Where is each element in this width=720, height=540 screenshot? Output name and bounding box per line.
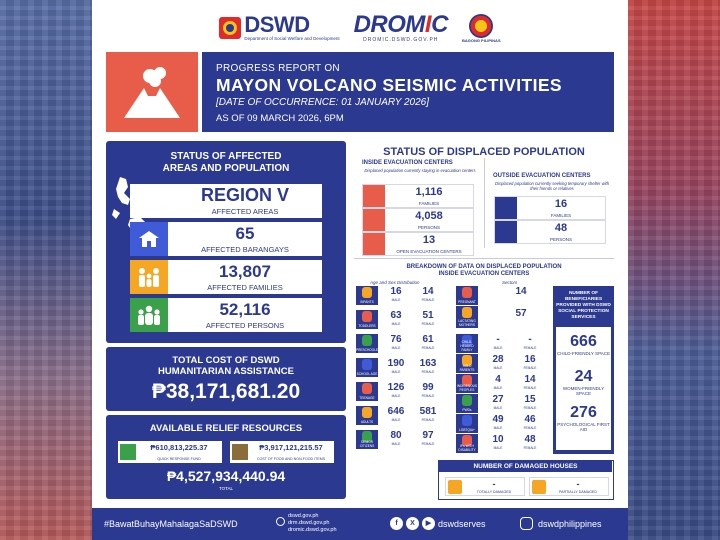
child-friendly-space-label: CHILD-FRIENDLY SPACE xyxy=(556,351,610,356)
breakdown-title-line1: BREAKDOWN OF DATA ON DISPLACED POPULATION xyxy=(406,264,562,270)
sector-row xyxy=(456,354,550,373)
female-count: 99 xyxy=(422,382,434,393)
female-label: FEMALE xyxy=(523,386,537,390)
age-group-badge xyxy=(356,286,378,305)
food-nonfood-items xyxy=(230,441,334,463)
women-friendly-space-label: WOMEN-FRIENDLY SPACE xyxy=(562,386,605,396)
inside-ec-heading: INSIDE EVACUATION CENTERS xyxy=(362,160,453,166)
dswd-emblem-icon xyxy=(219,17,241,39)
female-count: 97 xyxy=(422,430,434,441)
qrf-value: ₱610,813,225.37 xyxy=(150,443,208,452)
age-sex-subheading: Age and Sex Distribution xyxy=(370,280,420,285)
age-row xyxy=(356,310,452,329)
damaged-house-icon xyxy=(448,480,462,494)
age-group-badge xyxy=(356,406,378,425)
outside-families-value: 16 xyxy=(554,198,568,210)
sector-badge xyxy=(456,334,478,353)
female-count: 46 xyxy=(524,414,536,425)
family-icon xyxy=(130,260,168,294)
sector-label: SOLO PARENTS xyxy=(459,364,475,372)
lactating-label: LACTATING MOTHERS xyxy=(458,319,476,327)
psychological-first-aid-label: PSYCHOLOGICAL FIRST AID xyxy=(557,422,610,432)
female-label: FEMALE xyxy=(523,446,537,450)
cost-title-line1: TOTAL COST OF DSWD xyxy=(172,355,280,366)
child-friendly-space-value: 666 xyxy=(570,333,597,350)
male-count: 63 xyxy=(390,310,402,321)
female-label: FEMALE xyxy=(421,322,435,326)
male-label: MALE xyxy=(493,406,503,410)
sector-row xyxy=(456,434,550,453)
outside-families-stat xyxy=(494,196,606,220)
affected-families-value: 13,807 xyxy=(219,262,271,281)
male-label: MALE xyxy=(391,370,401,374)
male-label: MALE xyxy=(391,346,401,350)
female-count: 16 xyxy=(524,354,536,365)
age-group-icon xyxy=(362,287,372,298)
male-label: MALE xyxy=(391,394,401,398)
affected-persons-value: 52,116 xyxy=(219,300,271,319)
total-cost-panel xyxy=(106,347,346,411)
outside-persons-stat xyxy=(494,220,606,244)
sector-label: IPs WITH DISABILITY xyxy=(458,444,476,452)
male-count: 190 xyxy=(387,358,405,369)
female-count: 581 xyxy=(419,406,437,417)
inside-persons-label: PERSONS xyxy=(417,225,440,230)
sector-row xyxy=(456,374,550,393)
background-right xyxy=(628,0,720,540)
bagong-pilipinas-seal-icon xyxy=(469,14,493,38)
page-title: MAYON VOLCANO SEISMIC ACTIVITIES xyxy=(216,75,562,95)
age-row xyxy=(356,286,452,305)
totally-damaged xyxy=(445,477,525,496)
beneficiaries-title: NUMBER OF BENEFICIARIES PROVIDED WITH DSWD SOCIAL PROTECTION SERVICES xyxy=(556,291,611,320)
title-box xyxy=(202,52,614,132)
qrf-label: QUICK RESPONSE FUND xyxy=(157,457,201,461)
inside-persons-value: 4,058 xyxy=(415,210,443,222)
relief-total-label: TOTAL xyxy=(218,486,234,491)
age-group-badge xyxy=(356,430,378,449)
age-group-label: ADULTS xyxy=(360,420,374,424)
female-label: FEMALE xyxy=(523,426,537,430)
inside-persons-stat xyxy=(362,208,474,232)
age-group-label: TODDLERS xyxy=(358,324,376,328)
money-icon xyxy=(120,444,136,460)
relief-resources-panel xyxy=(106,415,346,499)
footer-link-dromic[interactable]: dromic.dswd.gov.ph xyxy=(288,527,337,533)
bagong-pilipinas-text: BAGONG PILIPINAS xyxy=(461,37,501,43)
dromic-url: DROMIC.DSWD.GOV.PH xyxy=(363,37,439,43)
female-label: FEMALE xyxy=(523,366,537,370)
totally-damaged-value: - xyxy=(492,479,496,489)
damaged-houses-title: NUMBER OF DAMAGED HOUSES xyxy=(439,461,612,472)
female-label: FEMALE xyxy=(421,418,435,422)
inside-families-value: 1,116 xyxy=(415,186,443,198)
age-row xyxy=(356,406,452,425)
fnfi-value: ₱3,917,121,215.57 xyxy=(259,443,323,452)
footer-links xyxy=(288,513,337,534)
male-label: MALE xyxy=(391,322,401,326)
sectors-subheading: Sectors xyxy=(502,280,518,285)
age-group-icon xyxy=(362,359,372,370)
affected-barangays-label: AFFECTED BARANGAYS xyxy=(201,245,289,254)
affected-persons-row xyxy=(130,298,322,332)
female-count: 48 xyxy=(524,434,536,445)
fnfi-label: COST OF FOOD AND NON-FOOD ITEMS xyxy=(256,457,326,461)
globe-icon xyxy=(276,517,285,526)
affected-families-row xyxy=(130,260,322,294)
affected-barangays-value: 65 xyxy=(235,224,255,243)
female-label: FEMALE xyxy=(421,346,435,350)
cost-title-line2: HUMANITARIAN ASSISTANCE xyxy=(158,366,294,377)
age-group-icon xyxy=(362,311,372,322)
age-group-badge xyxy=(356,334,383,353)
footer-link-drm[interactable]: drm.dswd.gov.ph xyxy=(288,520,330,526)
x-icon[interactable]: X xyxy=(406,517,419,530)
female-count: - xyxy=(528,334,532,345)
age-row xyxy=(356,334,452,353)
footer-social-handle[interactable]: dswdserves xyxy=(438,519,486,529)
family-icon xyxy=(495,197,517,219)
outside-ec-heading: OUTSIDE EVACUATION CENTERS xyxy=(493,173,591,179)
date-of-occurrence: [DATE OF OCCURRENCE: 01 JANUARY 2026] xyxy=(216,97,430,108)
male-label: MALE xyxy=(391,298,401,302)
breakdown-title-line2: INSIDE EVACUATION CENTERS xyxy=(438,271,530,277)
sector-badge xyxy=(456,434,478,453)
persons-icon xyxy=(130,298,168,332)
family-icon xyxy=(363,185,385,207)
sector-row xyxy=(456,414,550,433)
pregnant-icon xyxy=(462,287,472,298)
inside-families-stat xyxy=(362,184,474,208)
age-group-label: SENIOR CITIZENS xyxy=(359,440,375,448)
affected-persons-label: AFFECTED PERSONS xyxy=(205,321,285,330)
affected-areas-row xyxy=(130,184,322,218)
total-cost-value: ₱38,171,681.20 xyxy=(151,380,301,403)
title-kicker: PROGRESS REPORT ON xyxy=(216,63,340,74)
male-label: MALE xyxy=(493,386,503,390)
female-label: FEMALE xyxy=(421,394,435,398)
male-label: MALE xyxy=(493,346,503,350)
age-group-label: SCHOOL AGE xyxy=(356,372,378,376)
women-friendly-space-value: 24 xyxy=(574,368,593,385)
age-group-badge xyxy=(356,358,378,377)
psychological-first-aid-value: 276 xyxy=(570,404,597,421)
male-count: - xyxy=(496,334,500,345)
male-count: 49 xyxy=(492,414,504,425)
partially-damaged-value: - xyxy=(576,479,580,489)
persons-icon xyxy=(363,209,385,231)
sector-badge xyxy=(456,394,478,413)
affected-areas-value: REGION V xyxy=(200,185,289,205)
pregnant-value: 14 xyxy=(515,286,527,297)
affected-barangays-row xyxy=(130,222,322,256)
sector-badge xyxy=(456,354,478,373)
female-count: 14 xyxy=(422,286,434,297)
male-label: MALE xyxy=(391,442,401,446)
footer-hashtag: #BawatBuhayMahalagaSaDSWD xyxy=(104,519,238,529)
sector-row xyxy=(456,394,550,413)
divider xyxy=(354,258,614,259)
sector-label: INDIGENOUS PEOPLES xyxy=(456,384,478,392)
relief-total-value: ₱4,527,934,440.94 xyxy=(166,468,286,484)
as-of-date: AS OF 09 MARCH 2026, 6PM xyxy=(216,113,344,124)
footer xyxy=(92,508,628,540)
sector-label: CHILD-HEADED FAMILY xyxy=(460,340,474,352)
outside-persons-value: 48 xyxy=(554,222,568,234)
sector-badge xyxy=(456,414,478,433)
male-label: MALE xyxy=(493,446,503,450)
dromic-logo xyxy=(354,13,448,43)
female-count: 51 xyxy=(422,310,434,321)
region-icon xyxy=(130,184,168,218)
food-pack-icon xyxy=(232,444,248,460)
footer-instagram-handle[interactable]: dswdphilippines xyxy=(538,519,602,529)
male-label: MALE xyxy=(493,366,503,370)
lactating-icon xyxy=(462,307,472,318)
sector-label: PWDs xyxy=(462,408,472,412)
female-count: 15 xyxy=(524,394,536,405)
inside-families-label: FAMILIES xyxy=(418,201,440,206)
age-group-badge xyxy=(356,310,378,329)
outside-persons-label: PERSONS xyxy=(549,237,572,242)
affected-areas-panel xyxy=(106,141,346,343)
affected-areas-label: AFFECTED AREAS xyxy=(211,207,279,216)
female-count: 163 xyxy=(419,358,437,369)
sector-badge xyxy=(456,374,478,393)
infographic-poster xyxy=(92,0,628,540)
outside-families-label: FAMILIES xyxy=(550,213,572,218)
background-left xyxy=(0,0,92,540)
title-band xyxy=(106,52,614,132)
male-count: 28 xyxy=(492,354,504,365)
female-label: FEMALE xyxy=(421,442,435,446)
female-label: FEMALE xyxy=(421,298,435,302)
displaced-title: STATUS OF DISPLACED POPULATION xyxy=(383,146,585,158)
relief-title: AVAILABLE RELIEF RESOURCES xyxy=(149,423,303,434)
age-group-label: TEENAGE xyxy=(359,396,375,400)
female-label: FEMALE xyxy=(523,406,537,410)
age-group-icon xyxy=(362,383,372,394)
divider xyxy=(484,158,485,248)
sector-label: LGBTQIA+ xyxy=(459,428,475,432)
age-group-badge xyxy=(356,382,378,401)
age-row xyxy=(356,430,452,449)
age-group-icon xyxy=(362,335,372,346)
age-group-label: PRESCHOOLERS xyxy=(356,348,383,352)
dswd-wordmark: DSWD xyxy=(244,12,310,37)
persons-icon xyxy=(495,221,517,243)
barangay-house-icon xyxy=(130,222,168,256)
sector-icon xyxy=(462,415,472,426)
facebook-icon[interactable]: f xyxy=(390,517,403,530)
lactating-badge xyxy=(456,306,478,328)
dswd-logo xyxy=(219,14,339,42)
female-label: FEMALE xyxy=(523,346,537,350)
social-icons xyxy=(390,517,435,530)
outside-ec-sub: Displaced population currently seeking temporary shelter with their friends or relatives xyxy=(494,181,610,191)
male-count: 76 xyxy=(390,334,402,345)
open-ec-stat xyxy=(362,232,474,256)
male-count: 126 xyxy=(387,382,405,393)
female-count: 14 xyxy=(524,374,536,385)
age-row xyxy=(356,358,452,377)
age-group-icon xyxy=(362,407,372,418)
pregnant-label: PREGNANT xyxy=(458,300,476,304)
affected-title-line1: STATUS OF AFFECTED xyxy=(170,151,282,162)
dswd-subtitle: Department of Social Welfare and Development xyxy=(244,36,340,41)
evacuation-center-icon xyxy=(363,233,385,255)
damaged-house-icon xyxy=(532,480,546,494)
beneficiaries-panel xyxy=(553,286,614,454)
affected-title-line2: AREAS AND POPULATION xyxy=(162,163,290,174)
pregnant-row xyxy=(456,286,550,305)
bagong-pilipinas-logo xyxy=(462,14,501,43)
partially-damaged xyxy=(529,477,609,496)
header-logos xyxy=(92,8,628,48)
lactating-row xyxy=(456,306,550,328)
male-count: 646 xyxy=(387,406,405,417)
footer-link-dswd[interactable]: dswd.gov.ph xyxy=(288,513,319,519)
female-count: 61 xyxy=(422,334,434,345)
volcano-icon-box xyxy=(106,52,198,132)
pregnant-badge xyxy=(456,286,478,305)
inside-ec-sub: Displaced population currently staying in evacuation centers xyxy=(364,168,476,173)
partially-damaged-label: PARTIALLY DAMAGED xyxy=(559,490,597,494)
male-count: 4 xyxy=(495,374,501,385)
sector-icon xyxy=(462,395,472,406)
quick-response-fund xyxy=(118,441,222,463)
affected-families-label: AFFECTED FAMILIES xyxy=(207,283,283,292)
open-ec-value: 13 xyxy=(422,234,436,246)
age-group-label: INFANTS xyxy=(360,300,374,304)
dromic-wordmark: DROMIC xyxy=(353,11,448,38)
male-count: 80 xyxy=(390,430,402,441)
male-count: 27 xyxy=(492,394,504,405)
instagram-icon[interactable] xyxy=(520,517,533,530)
male-label: MALE xyxy=(493,426,503,430)
youtube-icon[interactable]: ▶ xyxy=(422,517,435,530)
volcano-icon xyxy=(120,64,184,120)
age-row xyxy=(356,382,452,401)
damaged-houses-panel xyxy=(438,460,614,500)
male-count: 16 xyxy=(390,286,402,297)
female-label: FEMALE xyxy=(421,370,435,374)
lactating-value: 57 xyxy=(515,308,527,319)
male-label: MALE xyxy=(391,418,401,422)
male-count: 10 xyxy=(492,434,504,445)
open-ec-label: OPEN EVACUATION CENTERS xyxy=(396,249,462,254)
sector-row xyxy=(456,334,550,353)
totally-damaged-label: TOTALLY DAMAGED xyxy=(476,490,512,494)
